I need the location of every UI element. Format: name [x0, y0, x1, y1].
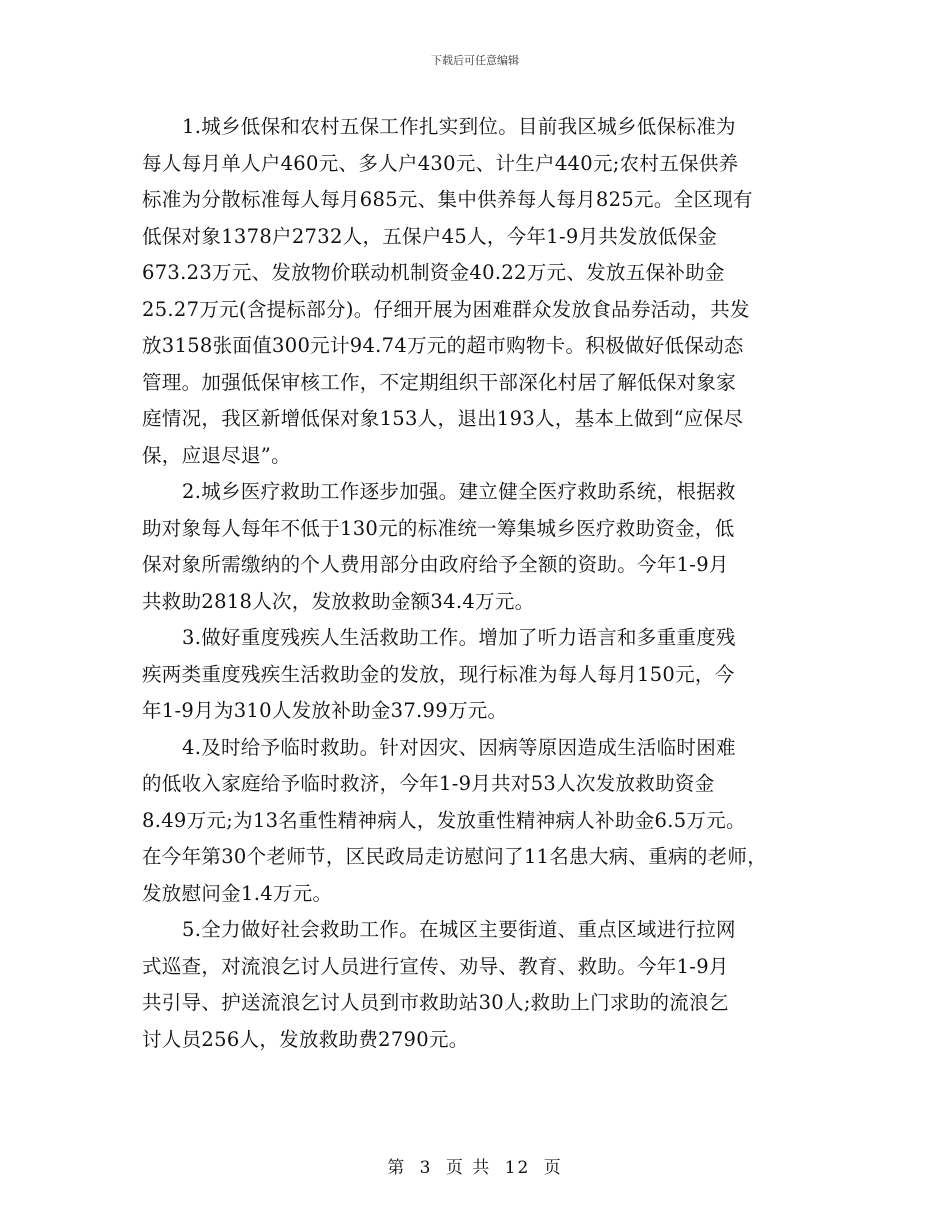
paragraph-line: 助对象每人每年不低于130元的标准统一筹集城乡医疗救助资金，低	[142, 516, 735, 540]
paragraph-first-line: 3.做好重度残疾人生活救助工作。增加了听力语言和多重重度残	[182, 626, 736, 649]
paragraph-line: 年1-9月为310人发放补助金37.99万元。	[142, 699, 508, 722]
footer-total-pages: 12	[504, 1158, 531, 1178]
paragraph-line: 管理。加强低保审核工作，不定期组织干部深化村居了解低保对象家	[142, 370, 737, 394]
paragraph-line: 保对象所需缴纳的个人费用部分由政府给予全额的资助。今年1-9月	[142, 553, 729, 576]
paragraph-line: 发放慰问金1.4万元。	[142, 881, 333, 905]
paragraph-line: 的低收入家庭给予临时救济，今年1-9月共对53人次发放救助资金	[142, 772, 715, 795]
paragraph-line: 共引导、护送流浪乞讨人员到市救助站30人;救助上门求助的流浪乞	[142, 991, 729, 1014]
paragraph-line: 讨人员256人，发放救助费2790元。	[142, 1027, 469, 1051]
paragraph-line: 疾两类重度残疾生活救助金的发放，现行标准为每人每月150元，今	[142, 662, 735, 686]
footer-middle: 页 共	[445, 1158, 492, 1178]
paragraph-first-line: 2.城乡医疗救助工作逐步加强。建立健全医疗救助系统，根据救	[182, 480, 736, 503]
footer-suffix: 页	[543, 1158, 563, 1178]
footer-prefix: 第	[387, 1158, 407, 1178]
paragraph-line: 25.27万元(含提标部分)。仔细开展为困难群众发放食品券活动，共发	[142, 297, 750, 321]
footer-page-number: 3	[419, 1158, 433, 1178]
paragraph-line: 共救助2818人次，发放救助金额34.4万元。	[142, 589, 535, 613]
paragraph-line: 标准为分散标准每人每月685元、集中供养每人每月825元。全区现有	[142, 188, 753, 211]
paragraph-line: 放3158张面值300元计94.74万元的超市购物卡。积极做好低保动态	[142, 334, 744, 357]
paragraph-line: 673.23万元、发放物价联动机制资金40.22万元、发放五保补助金	[142, 261, 725, 284]
paragraph-line: 8.49万元;为13名重性精神病人，发放重性精神病人补助金6.5万元。	[142, 808, 746, 832]
paragraph-first-line: 5.全力做好社会救助工作。在城区主要街道、重点区域进行拉网	[182, 918, 736, 941]
paragraph-first-line: 4.及时给予临时救助。针对因灾、因病等原因造成生活临时困难	[182, 735, 736, 759]
paragraph-line: 保，应退尽退”。	[142, 443, 291, 467]
paragraph-line: 在今年第30个老师节，区民政局走访慰问了11名患大病、重病的老师，	[142, 845, 768, 868]
page-footer	[0, 1153, 950, 1178]
paragraph-line: 低保对象1378户2732人，五保户45人，今年1-9月共发放低保金	[142, 224, 718, 248]
paragraph-line: 庭情况，我区新增低保对象153人，退出193人，基本上做到“应保尽	[142, 407, 744, 430]
paragraph-first-line: 1.城乡低保和农村五保工作扎实到位。目前我区城乡低保标准为	[182, 115, 736, 138]
document-body	[142, 112, 822, 1061]
paragraph-line: 每人每月单人户460元、多人户430元、计生户440元;农村五保供养	[142, 151, 739, 175]
paragraph-line: 式巡查，对流浪乞讨人员进行宣传、劝导、教育、救助。今年1-9月	[142, 954, 729, 978]
page-header-note: 下载后可任意编辑	[431, 54, 519, 67]
